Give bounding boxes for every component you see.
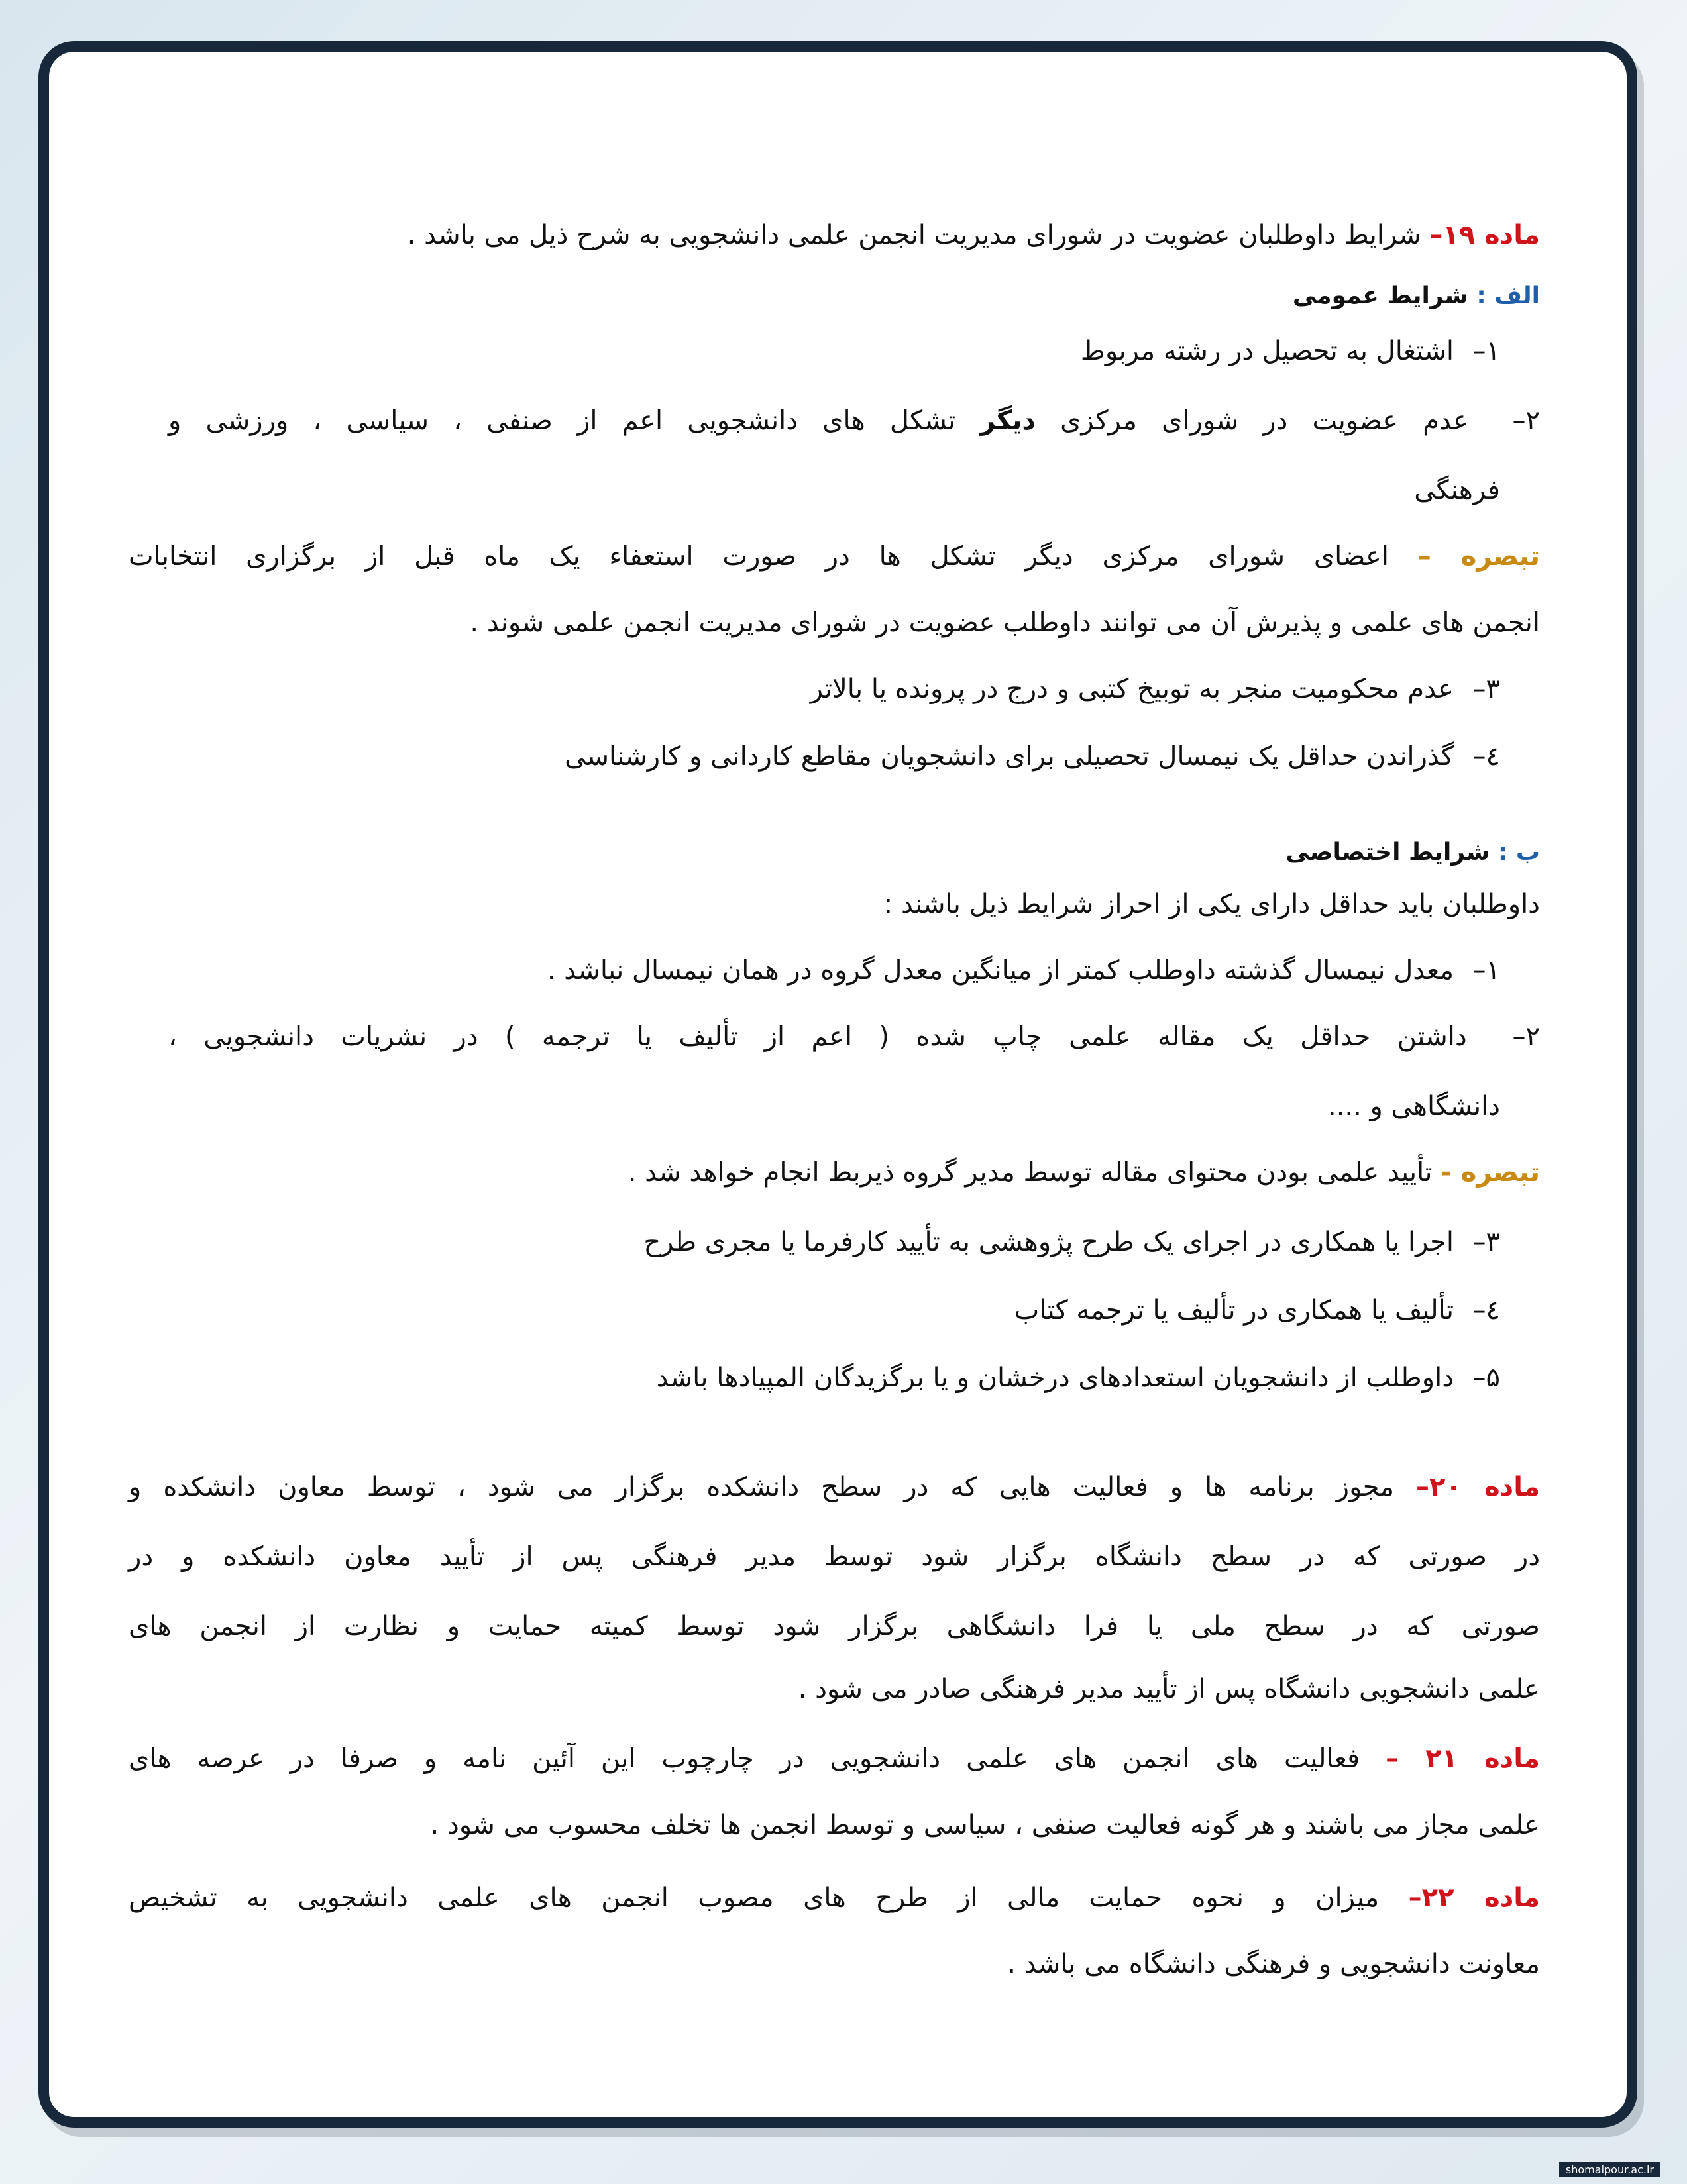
article-21-line-2: علمی مجاز می باشند و هر گونه فعالیت صنفی ، سیاسی و توسط انجمن ها تخلف محسوب می شود . — [430, 1810, 1540, 1840]
article-22-line-1: ماده ۲۲– میزان و نحوه حمایت مالی از طرح های مصوب انجمن های علمی دانشجویی به تشخیص — [129, 1883, 1541, 1913]
general-title: شرایط عمومی — [1292, 282, 1468, 309]
article-20-line-2: در صورتی که در سطح دانشگاه برگزار شود توسط مدیر فرهنگی پس از تأیید معاون دانشکده و در — [129, 1541, 1540, 1572]
article-20-label: ماده ۲۰– — [1416, 1472, 1540, 1502]
special-item-3: ۳–اجرا یا همکاری در اجرای یک طرح پژوهشی به تأیید کارفرما یا مجری طرح — [643, 1227, 1500, 1257]
article-20-line-4: علمی دانشجویی دانشگاه پس از تأیید مدیر فرهنگی صادر می شود . — [798, 1674, 1540, 1704]
special-note-label: تبصره - — [1441, 1157, 1540, 1188]
special-item-4: ٤–تألیف یا همکاری در تألیف یا ترجمه کتاب — [1014, 1295, 1500, 1326]
general-item-4: ٤–گذراندن حداقل یک نیمسال تحصیلی برای دانشجویان مقاطع کاردانی و کارشناسی — [565, 741, 1500, 772]
article-21-label: ماده ۲۱ – — [1386, 1743, 1540, 1774]
footer-brand: shomaipour.ac.ir — [1559, 2162, 1660, 2177]
special-item-2: ۲– داشتن حداقل یک مقاله علمی چاپ شده ( اعم از تألیف یا ترجمه ) در نشریات دانشجویی ، — [168, 1021, 1540, 1052]
general-item-2: ۲– عدم عضویت در شورای مرکزی دیگر تشکل های دانشجویی اعم از صنفی ، سیاسی ، ورزشی و — [168, 405, 1540, 436]
article-19 — [129, 201, 1540, 270]
special-label: ب : — [1497, 839, 1540, 866]
general-item-1: ۱–اشتغال به تحصیل در رشته مربوط — [1080, 336, 1500, 366]
special-intro: داوطلبان باید حداقل دارای یکی از احراز شرایط ذیل باشند : — [883, 889, 1540, 919]
special-item-2-cont: دانشگاهی و .... — [1327, 1091, 1500, 1121]
special-item-1: ۱–معدل نیمسال گذشته داوطلب کمتر از میانگین معدل گروه در همان نیمسال نباشد . — [547, 955, 1500, 986]
special-title: شرایط اختصاصی — [1285, 839, 1490, 866]
general-note-line-1: تبصره – اعضای شورای مرکزی دیگر تشکل ها در صورت استعفاء یک ماه قبل از برگزاری انتخابات — [129, 541, 1540, 572]
general-item-3: ۳–عدم محکومیت منجر به توبیخ کتبی و درج در پرونده یا بالاتر — [810, 674, 1500, 704]
article-19-label: ماده ۱۹– — [1429, 220, 1540, 250]
article-22-label: ماده ۲۲– — [1408, 1883, 1541, 1913]
article-20-line-1: ماده ۲۰– مجوز برنامه ها و فعالیت هایی که در سطح دانشکده برگزار می شود ، توسط معاون دانشکده و — [129, 1472, 1540, 1502]
general-label: الف : — [1476, 282, 1540, 309]
general-note-line-2: انجمن های علمی و پذیرش آن می توانند داوطلب عضویت در شورای مدیریت انجمن علمی شوند . — [470, 607, 1540, 638]
article-19-text: شرایط داوطلبان عضویت در شورای مدیریت انجمن علمی دانشجویی به شرح ذیل می باشد . — [407, 220, 1421, 250]
page-frame — [38, 41, 1637, 2128]
special-item-5: ۵–داوطلب از دانشجویان استعدادهای درخشان و یا برگزیدگان المپیادها باشد — [656, 1363, 1500, 1393]
general-item-2-cont: فرهنگی — [1414, 475, 1500, 505]
special-note: تبصره - تأیید علمی بودن محتوای مقاله توسط مدیر گروه ذیربط انجام خواهد شد . — [627, 1157, 1540, 1188]
article-21-line-1: ماده ۲۱ – فعالیت های انجمن های علمی دانشجویی در چارچوب این آئین نامه و صرفا در عرصه های — [129, 1743, 1540, 1774]
general-note-label: تبصره – — [1417, 541, 1540, 572]
article-20-line-3: صورتی که در سطح ملی یا فرا دانشگاهی برگزار شود توسط کمیته حمایت و نظارت از انجمن های — [129, 1611, 1540, 1641]
article-22-line-2: معاونت دانشجویی و فرهنگی دانشگاه می باشد . — [1007, 1949, 1540, 1979]
